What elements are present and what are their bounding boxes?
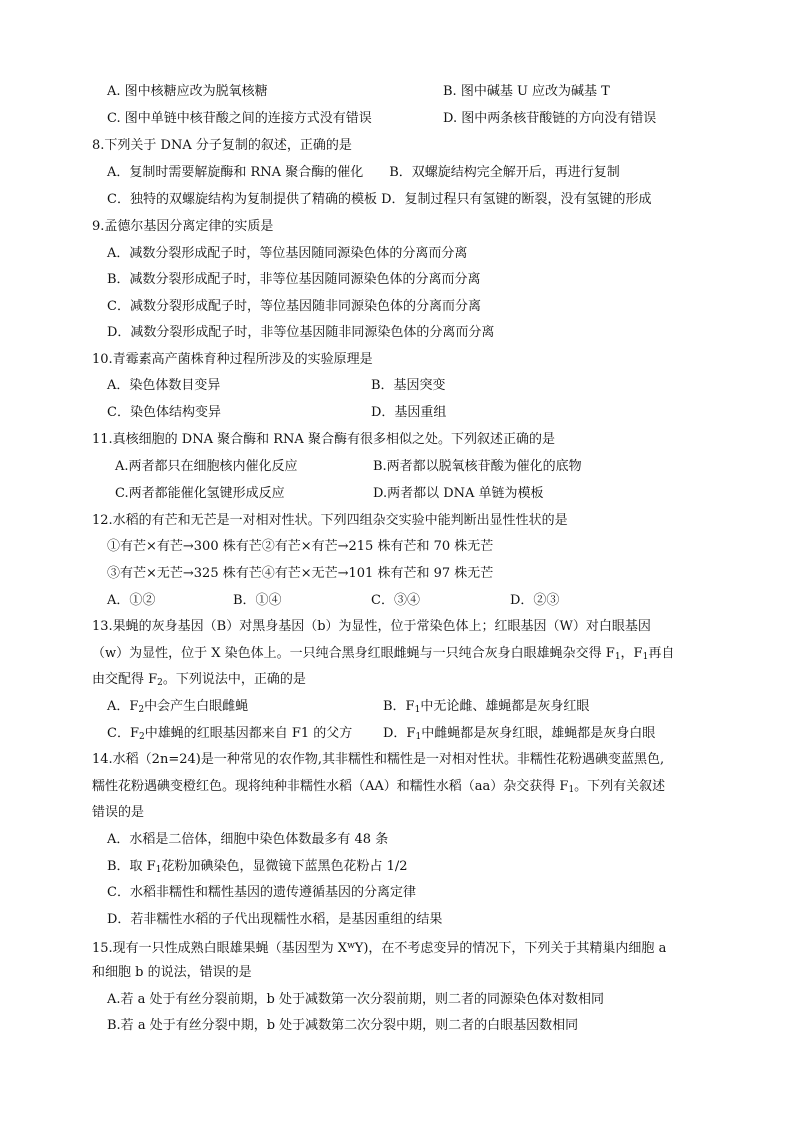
q7-option-a: A. 图中核糖应改为脱氧核糖 <box>107 84 268 99</box>
q10-option-b: B．基因突变 <box>371 378 446 393</box>
q14-stem-line-3: 错误的是 <box>92 805 145 820</box>
q12-crosses-1-2: ①有芒×有芒→300 株有芒②有芒×有芒→215 株有芒和 70 株无芒 <box>107 539 494 554</box>
q9-option-b: B．减数分裂形成配子时，非等位基因随同源染色体的分离而分离 <box>107 272 481 287</box>
q11-stem: 11.真核细胞的 DNA 聚合酶和 RNA 聚合酶有很多相似之处。下列叙述正确的是 <box>92 432 555 447</box>
q13-option-b: B．$F_1$中无论雌、雄蝇都是灰身红眼 <box>383 699 590 715</box>
q13-option-d: D．$F_1$中雌蝇都是灰身红眼，雄蝇都是灰身白眼 <box>383 726 656 742</box>
q12-crosses-3-4: ③有芒×无芒→325 株有芒④有芒×无芒→101 株有芒和 97 株无芒 <box>107 566 494 581</box>
q14-option-b: B．取 $F_1$花粉加碘染色，显微镜下蓝黑色花粉占 1/2 <box>107 859 408 875</box>
q14-option-c: C．水稻非糯性和糯性基因的遗传遵循基因的分离定律 <box>107 885 416 900</box>
q15-stem-line-2: 和细胞 b 的说法，错误的是 <box>92 965 252 980</box>
q12-option-b: B．①④ <box>233 593 282 608</box>
q8-stem: 8.下列关于 DNA 分子复制的叙述，正确的是 <box>92 138 352 153</box>
q13-option-c: C．$F_2$中雄蝇的红眼基因都来自 F1 的父方 <box>107 726 353 742</box>
q10-option-c: C．染色体结构变异 <box>107 405 221 420</box>
q14-option-d: D．若非糯性水稻的子代出现糯性水稻，是基因重组的结果 <box>107 912 443 927</box>
q7-option-c: C. 图中单链中核苷酸之间的连接方式没有错误 <box>107 111 372 126</box>
q14-option-a: A．水稻是二倍体，细胞中染色体数最多有 48 条 <box>107 832 389 847</box>
q7-option-b: B. 图中碱基 U 应改为碱基 T <box>443 84 610 99</box>
q13-stem-line-3: 由交配得 $F_2$。下列说法中，正确的是 <box>92 672 306 688</box>
q9-option-d: D．减数分裂形成配子时，非等位基因随非同源染色体的分离而分离 <box>107 325 495 340</box>
q12-option-c: C．③④ <box>371 593 420 608</box>
q11-option-b: B.两者都以脱氧核苷酸为催化的底物 <box>373 459 582 474</box>
q13-option-a: A．$F_2$中会产生白眼雌蝇 <box>107 699 249 715</box>
q12-stem: 12.水稻的有芒和无芒是一对相对性状。下列四组杂交实验中能判断出显性性状的是 <box>92 513 568 528</box>
q11-option-d: D.两者都以 DNA 单链为模板 <box>373 486 544 501</box>
q15-stem-line-1: 15.现有一只性成熟白眼雄果蝇（基因型为 $X^wY$)，在不考虑变异的情况下，下列关于其精巢内细胞 a <box>92 941 667 956</box>
q9-option-a: A．减数分裂形成配子时，等位基因随同源染色体的分离而分离 <box>107 246 468 261</box>
q10-option-d: D．基因重组 <box>371 405 447 420</box>
q8-options-ab: A．复制时需要解旋酶和 RNA 聚合酶的催化 B．双螺旋结构完全解开后，再进行复制 <box>107 165 620 180</box>
q13-stem-line-2: （w）为显性，位于 X 染色体上。一只纯合黑身红眼雌蝇与一只纯合灰身白眼雄蝇杂交得 $F_1$，$F_1$再自 <box>92 646 675 662</box>
q13-stem-line-1: 13.果蝇的灰身基因（B）对黑身基因（b）为显性，位于常染色体上；红眼基因（W）对白眼基因 <box>92 619 651 634</box>
q8-options-cd: C．独特的双螺旋结构为复制提供了精确的模板 D．复制过程只有氢键的断裂，没有氢键的形成 <box>107 192 652 207</box>
q14-stem-line-1: 14.水稻（2n=24)是一种常见的农作物,其非糯性和糯性是一对相对性状。非糯性花粉遇碘变蓝黑色, <box>92 752 665 767</box>
q11-option-a: A.两者都只在细胞核内催化反应 <box>115 459 298 474</box>
q12-option-d: D．②③ <box>510 593 560 608</box>
q9-stem: 9.孟德尔基因分离定律的实质是 <box>92 219 274 234</box>
q15-option-a: A.若 a 处于有丝分裂前期，b 处于减数第一次分裂前期，则二者的同源染色体对数相同 <box>107 992 604 1007</box>
q10-option-a: A．染色体数目变异 <box>107 378 221 393</box>
q15-option-b: B.若 a 处于有丝分裂中期，b 处于减数第二次分裂中期，则二者的白眼基因数相同 <box>107 1018 579 1033</box>
q10-stem: 10.青霉素高产菌株育种过程所涉及的实验原理是 <box>92 352 373 367</box>
q14-stem-line-2: 糯性花粉遇碘变橙红色。现将纯种非糯性水稻（AA）和糯性水稻（aa）杂交获得 $F_1$。下列有关叙述 <box>92 779 666 795</box>
q7-option-d: D. 图中两条核苷酸链的方向没有错误 <box>443 111 657 126</box>
q9-option-c: C．减数分裂形成配子时，等位基因随非同源染色体的分离而分离 <box>107 299 481 314</box>
q11-option-c: C.两者都能催化氢键形成反应 <box>115 486 285 501</box>
q12-option-a: A．①② <box>107 593 156 608</box>
